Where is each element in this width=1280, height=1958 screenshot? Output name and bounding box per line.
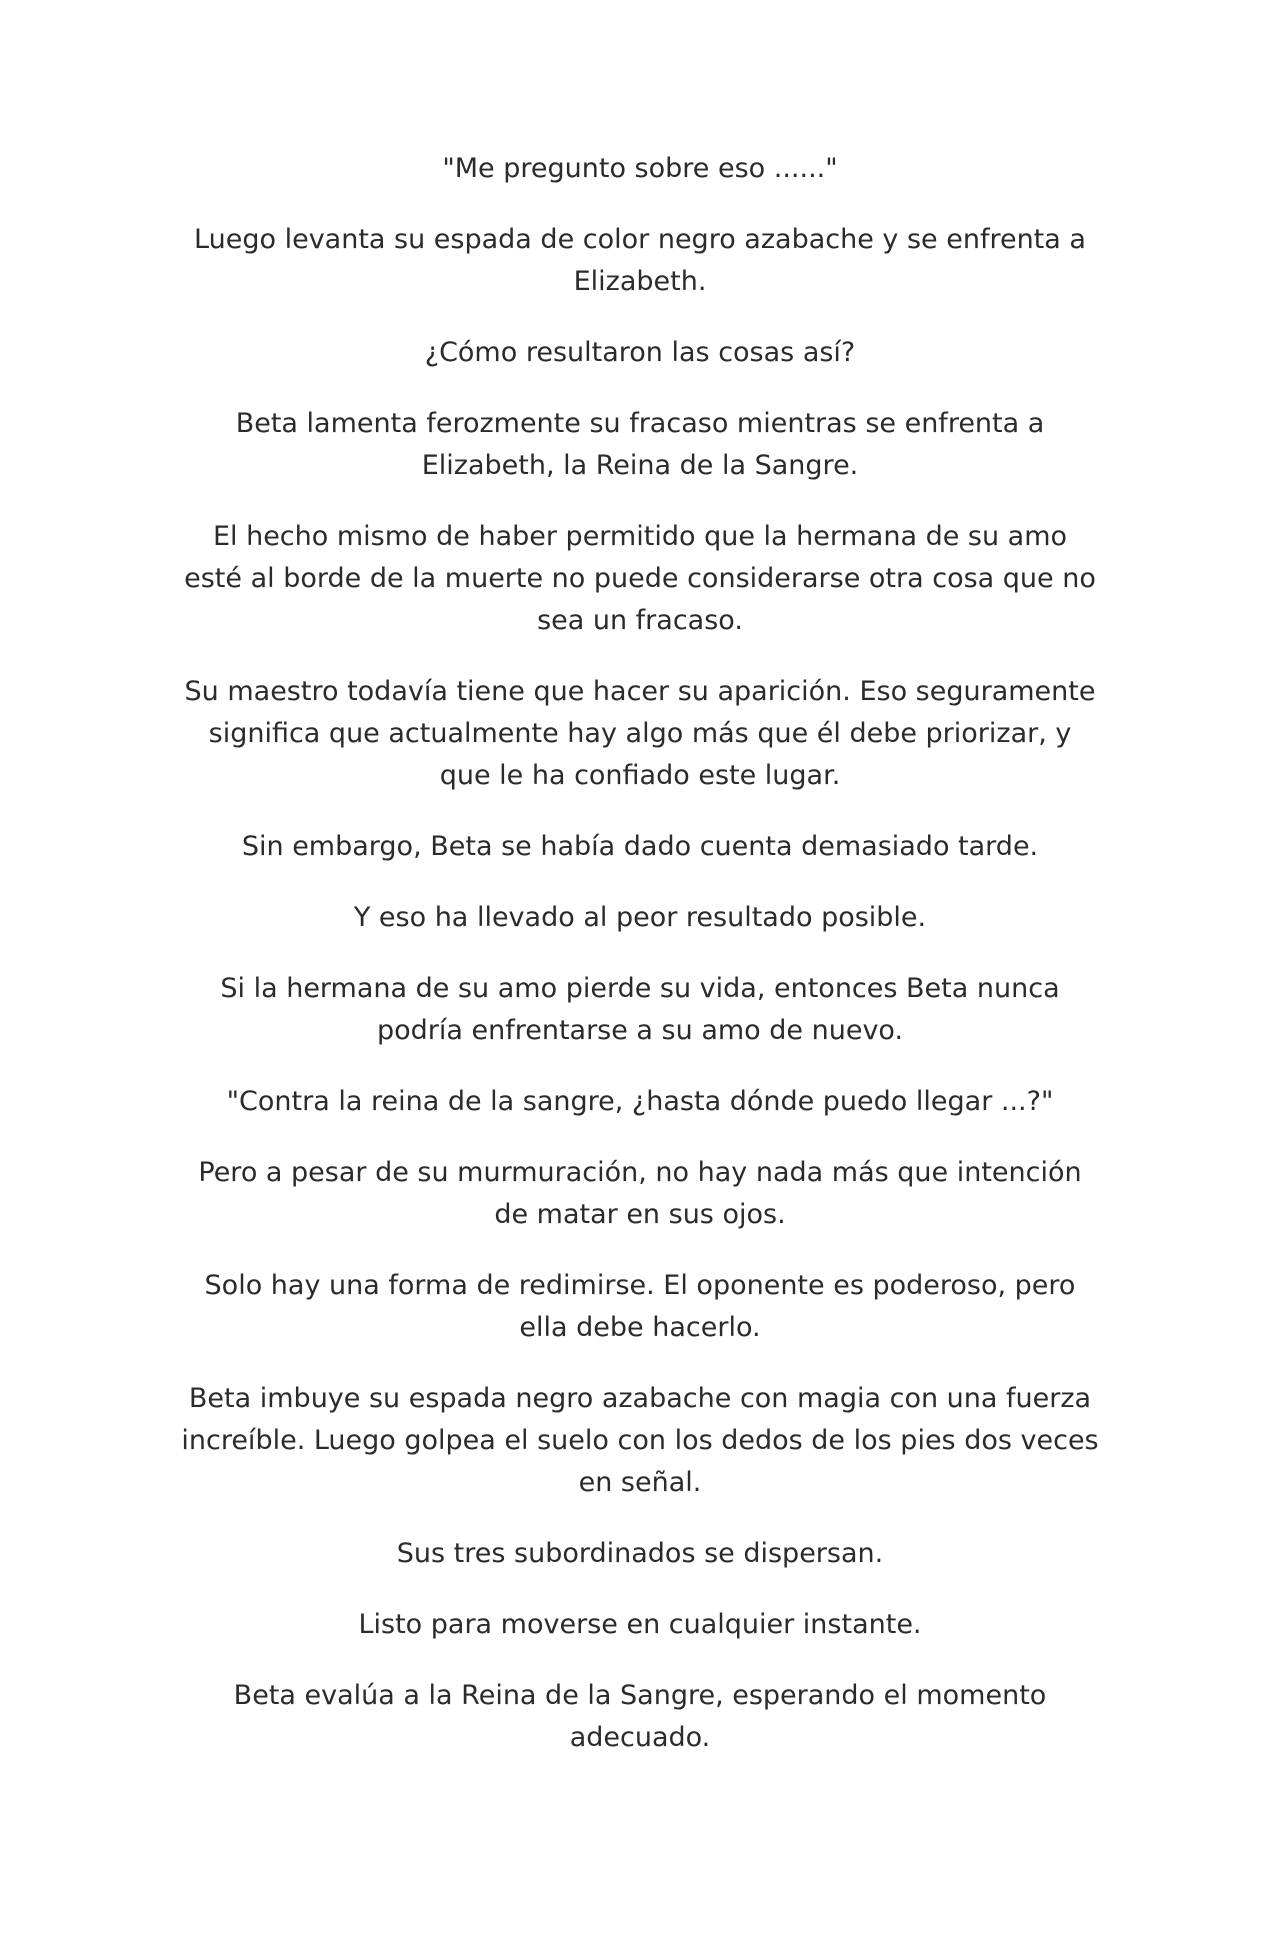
paragraph: Su maestro todavía tiene que hacer su aparición. Eso seguramente significa que actualmente hay algo más que él debe priorizar, y que le ha confiado este lugar.	[184, 676, 1096, 791]
paragraph: "Contra la reina de la sangre, ¿hasta dónde puedo llegar ...?"	[226, 1086, 1054, 1117]
paragraph: Listo para moverse en cualquier instante.	[358, 1609, 922, 1640]
paragraph: Pero a pesar de su murmuración, no hay nada más que intención de matar en sus ojos.	[198, 1157, 1082, 1230]
paragraph: Solo hay una forma de redimirse. El oponente es poderoso, pero ella debe hacerlo.	[204, 1270, 1076, 1343]
paragraph: Si la hermana de su amo pierde su vida, entonces Beta nunca podría enfrentarse a su amo de nuevo.	[220, 973, 1060, 1046]
paragraph: Sus tres subordinados se dispersan.	[396, 1538, 884, 1569]
paragraph: Luego levanta su espada de color negro azabache y se enfrenta a Elizabeth.	[194, 224, 1086, 297]
paragraph: Sin embargo, Beta se había dado cuenta demasiado tarde.	[241, 831, 1039, 862]
paragraph: ¿Cómo resultaron las cosas así?	[424, 337, 856, 368]
paragraph: Y eso ha llevado al peor resultado posible.	[353, 902, 927, 933]
story-text	[180, 148, 1100, 1788]
paragraph: El hecho mismo de haber permitido que la hermana de su amo esté al borde de la muerte no puede considerarse otra cosa que no sea un fracaso.	[184, 521, 1096, 636]
paragraph: Beta evalúa a la Reina de la Sangre, esperando el momento adecuado.	[233, 1680, 1047, 1753]
paragraph: Beta imbuye su espada negro azabache con magia con una fuerza increíble. Luego golpea el suelo con los dedos de los pies dos veces en señal.	[181, 1383, 1099, 1498]
paragraph: Beta lamenta ferozmente su fracaso mientras se enfrenta a Elizabeth, la Reina de la Sangre.	[235, 408, 1045, 481]
paragraph: "Me pregunto sobre eso ......"	[442, 153, 838, 184]
